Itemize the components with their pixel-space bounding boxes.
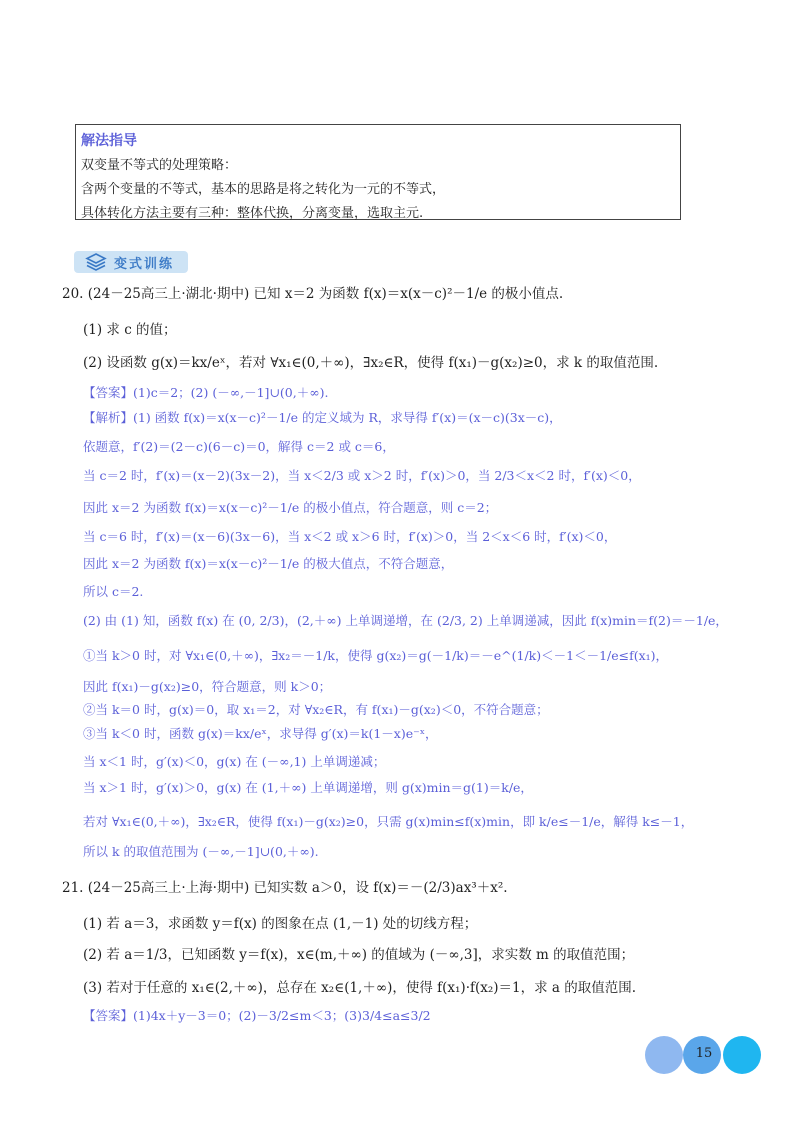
solution-line: 当 x＞1 时，g′(x)＞0，g(x) 在 (1,＋∞) 上单调递增，则 g(x)min＝g(1)＝k/e，	[83, 780, 533, 795]
solution-line: ②当 k＝0 时，g(x)＝0，取 x₁＝2，对 ∀x₂∈R，有 f(x₁)－g(x₂)＜0，不符合题意；	[83, 702, 549, 717]
problem-20-part-2: (2) 设函数 g(x)＝kx/eˣ，若对 ∀x₁∈(0,＋∞)，∃x₂∈R，使得 f(x₁)－g(x₂)≥0，求 k 的取值范围.	[83, 355, 659, 371]
solution-line: 因此 x＝2 为函数 f(x)＝x(x－c)²－1/e 的极大值点，不符合题意，	[83, 556, 454, 571]
problem-20-answer: 【答案】(1)c＝2；(2) (－∞,－1]∪(0,＋∞).	[83, 385, 329, 400]
solution-line: 所以 c＝2.	[83, 584, 144, 599]
solution-line: 因此 x＝2 为函数 f(x)＝x(x－c)²－1/e 的极小值点，符合题意，则 c＝2；	[83, 500, 498, 515]
solution-line: ①当 k＞0 时，对 ∀x₁∈(0,＋∞)，∃x₂＝－1/k，使得 g(x₂)＝g(－1/k)＝－e^(1/k)＜－1＜－1/e≤f(x₁)，	[83, 648, 669, 663]
solution-line: 依题意，f′(2)＝(2－c)(6－c)＝0，解得 c＝2 或 c＝6，	[83, 439, 395, 454]
problem-21-part-1: (1) 若 a＝3，求函数 y＝f(x) 的图象在点 (1,－1) 处的切线方程；	[83, 916, 478, 932]
solution-line: 当 c＝6 时，f′(x)＝(x－6)(3x－6)，当 x＜2 或 x＞6 时，f′(x)＞0，当 2＜x＜6 时，f′(x)＜0，	[83, 529, 617, 544]
solution-line: 当 c＝2 时，f′(x)＝(x－2)(3x－2)，当 x＜2/3 或 x＞2 时，f′(x)＞0，当 2/3＜x＜2 时，f′(x)＜0，	[83, 468, 641, 483]
page-number: 15	[695, 1046, 713, 1061]
problem-20-stem: 20. (24－25高三上·湖北·期中) 已知 x＝2 为函数 f(x)＝x(x－c)²－1/e 的极小值点.	[62, 286, 564, 302]
layers-icon	[85, 252, 107, 272]
solution-line: 所以 k 的取值范围为 (－∞,－1]∪(0,＋∞).	[83, 844, 319, 859]
circle-right	[723, 1036, 761, 1074]
solution-line: ③当 k＜0 时，函数 g(x)＝kx/eˣ，求导得 g′(x)＝k(1－x)e⁻ˣ，	[83, 726, 438, 741]
problem-21-stem: 21. (24－25高三上·上海·期中) 已知实数 a＞0，设 f(x)＝－(2/3)ax³＋x².	[62, 880, 508, 896]
strategy-line: 双变量不等式的处理策略：	[81, 158, 238, 173]
strategy-line: 具体转化方法主要有三种：整体代换，分离变量，选取主元.	[81, 206, 424, 221]
variant-training-label: 变式训练	[114, 257, 175, 272]
strategy-line: 含两个变量的不等式，基本的思路是将之转化为一元的不等式，	[81, 182, 446, 197]
strategy-title: 解法指导	[81, 133, 137, 149]
problem-21-answer: 【答案】(1)4x＋y－3＝0；(2)－3/2≤m＜3；(3)3/4≤a≤3/2	[83, 1008, 431, 1023]
solution-line: 【解析】(1) 函数 f(x)＝x(x－c)²－1/e 的定义域为 R，求导得 f′(x)＝(x－c)(3x－c)，	[83, 410, 562, 425]
solution-line: 因此 f(x₁)－g(x₂)≥0，符合题意，则 k＞0；	[83, 679, 332, 694]
circle-left	[645, 1036, 683, 1074]
solution-line: 若对 ∀x₁∈(0,＋∞)，∃x₂∈R，使得 f(x₁)－g(x₂)≥0，只需 g(x)min≤f(x)min，即 k/e≤－1/e，解得 k≤－1，	[83, 814, 694, 829]
problem-21-part-3: (3) 若对于任意的 x₁∈(2,＋∞)，总存在 x₂∈(1,＋∞)，使得 f(x₁)·f(x₂)＝1，求 a 的取值范围.	[83, 980, 637, 996]
problem-21-part-2: (2) 若 a＝1/3，已知函数 y＝f(x)，x∈(m,＋∞) 的值域为 (－∞,3]，求实数 m 的取值范围；	[83, 947, 635, 963]
solution-line: (2) 由 (1) 知，函数 f(x) 在 (0, 2/3)，(2,＋∞) 上单调递增，在 (2/3, 2) 上单调递减，因此 f(x)min＝f(2)＝－1/e，	[83, 613, 728, 628]
solution-line: 当 x＜1 时，g′(x)＜0，g(x) 在 (－∞,1) 上单调递减；	[83, 754, 386, 769]
problem-20-part-1: (1) 求 c 的值；	[83, 322, 177, 338]
